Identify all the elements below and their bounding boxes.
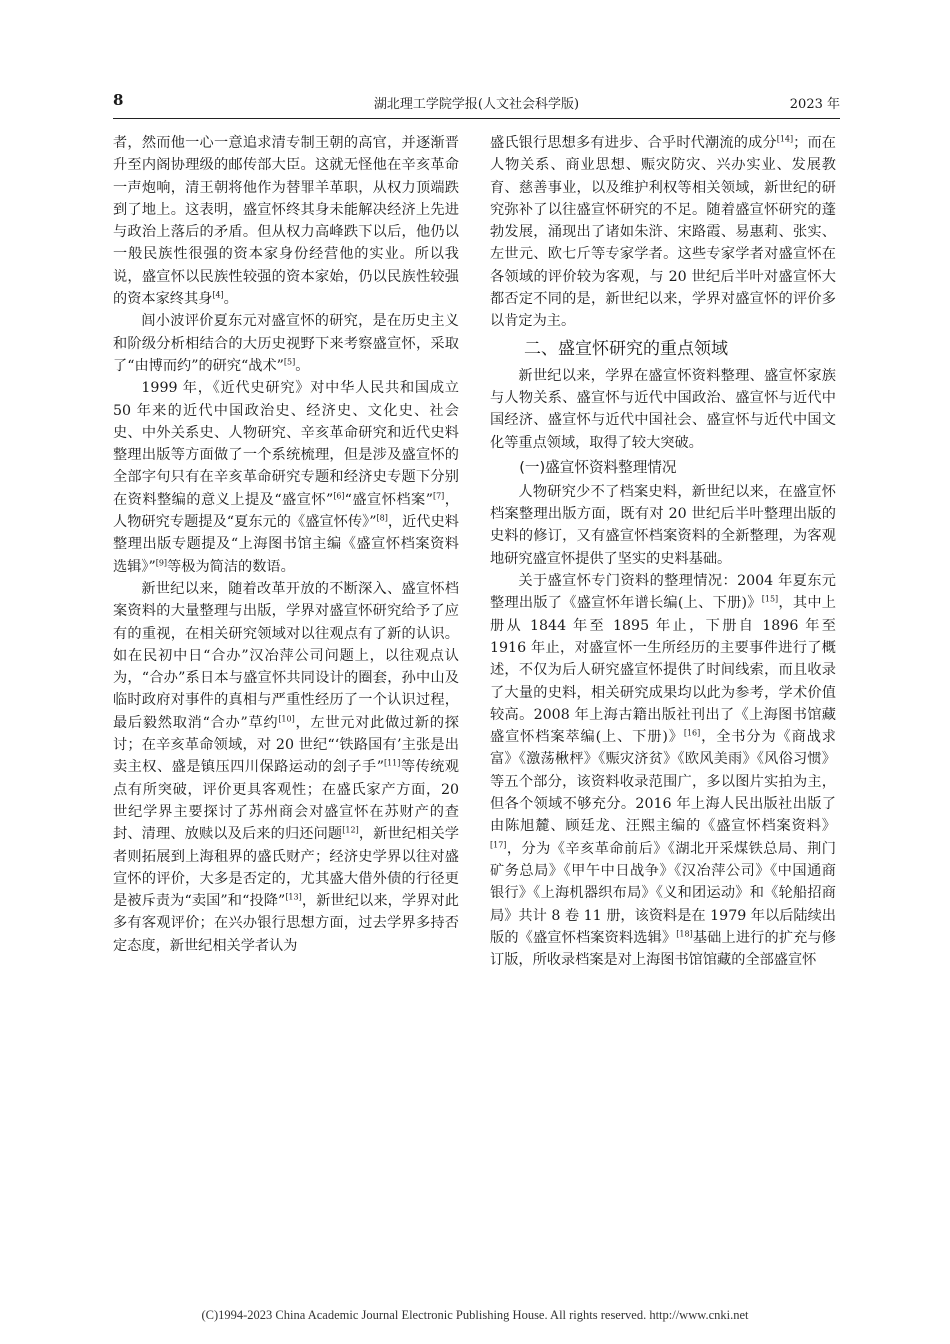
paragraph bbox=[490, 481, 836, 570]
paragraph bbox=[113, 310, 459, 377]
citation-ref: [7] bbox=[432, 491, 445, 501]
citation-ref: [12] bbox=[342, 825, 359, 835]
right-column bbox=[490, 132, 836, 971]
header-rule bbox=[113, 118, 840, 119]
paragraph-text: ，新世纪相关学者则拓展到上海租界的盛氏财产；经济史学界以往对盛宣怀的评价，大多是否定的，尤其盛大借外债的行径更是被斥责为“卖国”和“投降” bbox=[113, 826, 459, 910]
paragraph-text: 闾小波评价夏东元对盛宣怀的研究，是在历史主义和阶级分析相结合的大历史视野下来考察盛宣怀，采取了“由博而约”的研究“战术” bbox=[113, 313, 459, 374]
citation-ref: [17] bbox=[490, 839, 507, 849]
paragraph-text: 基础上进行的扩充与修订版，所收录档案是对上海图书馆馆藏的全部盛宣怀 bbox=[490, 929, 836, 969]
paragraph-text: ，其中上册从 1844 年至 1895 年止，下册自 1896 年至 1916 年止，对盛宣怀一生所经历的主要事件进行了概述，不仅为后人研究盛宣怀提供了时间线索，而且收录了大量的史料，相关研究成果均以此为参考，学术价值较高。2008 年上海古籍出版社刊出了《上海图书馆藏盛宣怀档案萃编(上、下册)》 bbox=[490, 595, 836, 746]
citation-ref: [18] bbox=[676, 929, 693, 939]
left-column bbox=[113, 132, 459, 957]
paragraph-text: ，近代史料整理出版专题提及“上海图书馆主编《盛宣怀档案资料选辑》” bbox=[113, 514, 459, 575]
journal-title: 湖北理工学院学报(人文社会科学版) bbox=[373, 97, 580, 112]
citation-ref: [4] bbox=[212, 290, 224, 300]
paragraph-text: 新世纪以来，随着改革开放的不断深入、盛宣怀档案资料的大量整理与出版，学界对盛宣怀研究给予了应有的重视，在相关研究领域对以往观点有了新的认识。如在民初中日“合办”汉冶萍公司问题上，以往观点认为，“合办”系日本与盛宣怀共同设计的圈套，孙中山及临时政府对事件的真相与严重性经历了一个认识过程，最后毅然取消“合办”草约 bbox=[113, 580, 459, 731]
paragraph-text: ，全书分为《商战求富》《激荡楸枰》《赈灾济贫》《欧风美雨》《风俗习惯》等五个部分，该资料收录范围广，多以图片实拍为主，但各个领域不够充分。2016 年上海人民出版社出版了由陈旭麓、顾廷龙、汪熙主编的《盛宣怀档案资料》 bbox=[490, 729, 836, 835]
citation-ref: [11] bbox=[383, 758, 401, 768]
paragraph-text: 。 bbox=[223, 291, 238, 308]
section-heading: 二、盛宣怀研究的重点领域 bbox=[524, 338, 728, 359]
paragraph-text: ，左世元对此做过新的探讨；在辛亥革命领域，对 20 世纪“‘铁路国有’主张是出卖主权、盛是镇压四川保路运动的刽子手” bbox=[113, 714, 459, 776]
paragraph-text: 。 bbox=[295, 357, 310, 374]
publication-year: 2023 年 bbox=[789, 97, 840, 112]
paragraph bbox=[113, 377, 459, 578]
citation-ref: [10] bbox=[278, 713, 295, 723]
paragraph bbox=[490, 132, 836, 333]
citation-ref: [9] bbox=[155, 557, 168, 567]
subsection-heading: (一)盛宣怀资料整理情况 bbox=[519, 458, 677, 476]
paragraph-text: 者，然而他一心一意追求清专制王朝的高官，并逐渐晋升至内阁协理级的邮传部大臣。这就无怪他在辛亥革命一声炮响，清王朝将他作为替罪羊革职，从权力顶端跌到了地上。这表明，盛宣怀终其身未能解决经济上先进与政治上落后的矛盾。但从权力高峰跌下以后，他仍以一般民族性很强的资本家身份经营他的实业。所以我说，盛宣怀以民族性较强的资本家始，仍以民族性较强的资本家终其身 bbox=[113, 135, 459, 308]
paragraph-text: 等传统观点有所突破，评价更具客观性；在盛氏家产方面，20 世纪学界主要探讨了苏州商会对盛宣怀在苏财产的查封、清理、放赎以及后来的归还问题 bbox=[113, 759, 459, 843]
paragraph-text: ，分为《辛亥革命前后》《湖北开采煤铁总局、荆门矿务总局》《甲午中日战争》《汉冶萍公司》《中国通商银行》《上海机器织布局》《义和团运动》和《轮船招商局》共计 8 卷 11 册，该资料是在 1979 年以后陆续出版的《盛宣怀档案资料选辑》 bbox=[490, 840, 836, 946]
paragraph-text: ，新世纪以来，学界对此多有客观评价；在兴办银行思想方面，过去学界多持否定态度，新世纪相关学者认为 bbox=[113, 893, 459, 954]
paragraph-text: 盛氏银行思想多有进步、合乎时代潮流的成分 bbox=[490, 135, 777, 151]
citation-ref: [6] bbox=[333, 491, 345, 501]
paragraph-text: “盛宣怀档案” bbox=[344, 491, 433, 508]
copyright-footer: (C)1994-2023 China Academic Journal Electronic Publishing House. All rights reserved. http://www.cnki.net bbox=[201, 1308, 749, 1322]
paragraph-text: 人物研究少不了档案史料，新世纪以来，在盛宣怀档案整理出版方面，既有对 20 世纪后半叶整理出版的史料的修订，又有盛宣怀档案资料的全新整理，为客观地研究盛宣怀提供了坚实的史料基础。 bbox=[490, 483, 836, 567]
paragraph bbox=[490, 365, 836, 454]
paragraph-text: 关于盛宣怀专门资料的整理情况：2004 年夏东元整理出版了《盛宣怀年谱长编(上、下册)》 bbox=[490, 573, 836, 612]
paragraph-text: ；而在人物关系、商业思想、赈灾防灾、兴办实业、发展教育、慈善事业，以及维护利权等相关领域，新世纪的研究弥补了以往盛宣怀研究的不足。随着盛宣怀研究的蓬勃发展，涌现出了诸如朱浒、宋路霞、易惠莉、张实、左世元、欧七斤等专家学者。这些专家学者对盛宣怀在各领域的评价较为客观，与 20 世纪后半叶对盛宣怀大都否定不同的是，新世纪以来，学界对盛宣怀的评价多以肯定为主。 bbox=[490, 135, 836, 330]
citation-ref: [15] bbox=[761, 594, 779, 604]
citation-ref: [14] bbox=[776, 134, 794, 144]
paragraph-text: 等极为简洁的数语。 bbox=[167, 558, 295, 575]
paragraph bbox=[490, 570, 836, 971]
page-header bbox=[113, 88, 840, 114]
citation-ref: [8] bbox=[376, 513, 388, 523]
paragraph-text: 新世纪以来，学界在盛宣怀资料整理、盛宣怀家族与人物关系、盛宣怀与近代中国政治、盛宣怀与近代中国经济、盛宣怀与近代中国社会、盛宣怀与近代中国文化等重点领域，取得了较大突破。 bbox=[490, 367, 836, 451]
page-number: 8 bbox=[113, 91, 124, 109]
paragraph-text: ，人物研究专题提及“夏东元的《盛宣怀传》” bbox=[113, 491, 459, 531]
paragraph-text: 1999 年，《近代史研究》对中华人民共和国成立 50 年来的近代中国政治史、经济史、文化史、社会史、中外关系史、人物研究、辛亥革命研究和近代史料整理出版等方面做了一个系统梳理，但是涉及盛宣怀的全部字句只有在辛亥革命研究专题和经济史专题下分别在资料整编的意义上提及“盛宣怀” bbox=[113, 380, 459, 508]
citation-ref: [5] bbox=[283, 357, 296, 367]
paragraph bbox=[113, 132, 459, 310]
citation-ref: [13] bbox=[285, 892, 302, 902]
citation-ref: [16] bbox=[683, 728, 701, 738]
paragraph bbox=[113, 578, 459, 957]
